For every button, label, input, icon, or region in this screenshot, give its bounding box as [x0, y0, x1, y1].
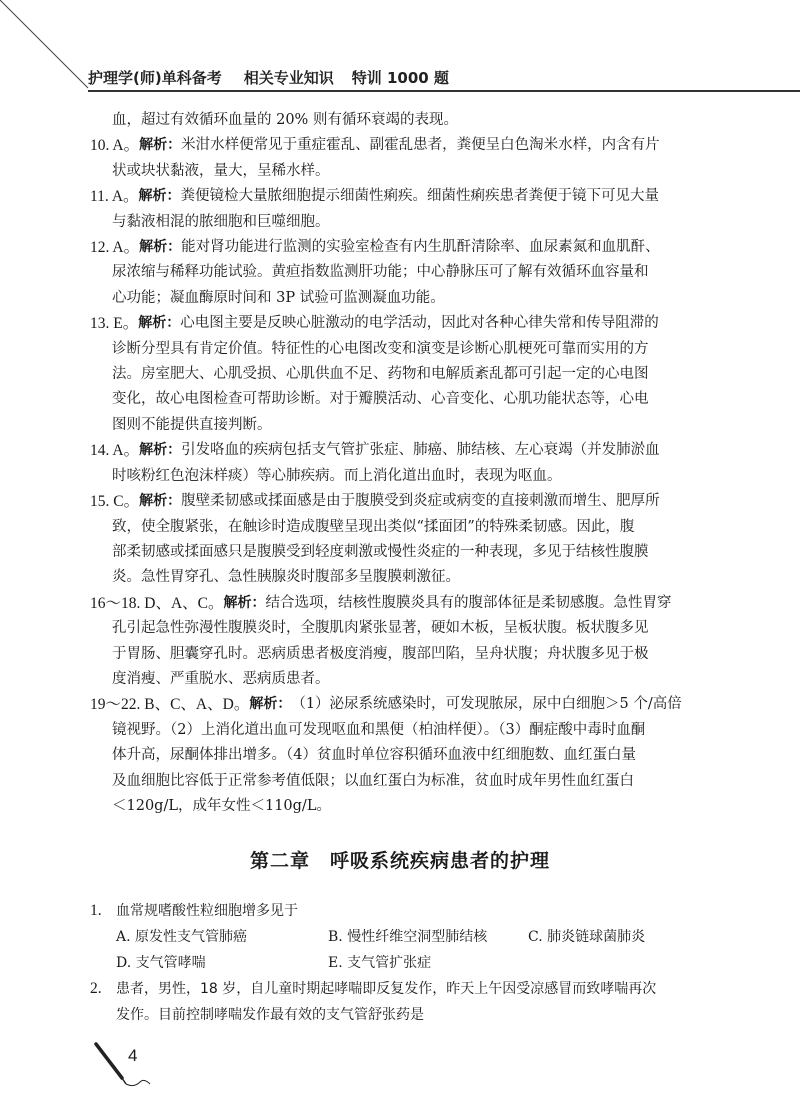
running-header	[88, 66, 800, 88]
entry-answer: 14. A。	[90, 442, 140, 460]
header-subtitle: 特训 1000 题	[351, 68, 449, 87]
entry-text: 米泔水样便常见于重症霍乱、副霍乱患者，粪便呈白色淘米水样，内含有片	[181, 137, 660, 154]
entry-text: 心电图主要是反映心脏激动的电学活动，因此对各种心律失常和传导阻滞的	[180, 315, 659, 332]
answer-option: A. 原发性支气管肺癌	[116, 929, 248, 945]
section-title: 相关专业知识	[243, 68, 334, 87]
entry-label: 解析：	[223, 594, 266, 611]
entry-label: 解析：	[249, 696, 292, 713]
entry-text-line: 孔引起急性弥漫性腹膜炎时，全腹肌肉紧张显著，硬如木板，呈板状腹。板状腹多见	[112, 620, 649, 637]
entry-answer: 19～22. B、C、A、D。	[90, 696, 250, 714]
entry-text: 结合选项，结核性腹膜炎具有的腹部体征是柔韧感腹。急性胃穿	[265, 594, 672, 611]
question-list	[90, 898, 710, 1028]
entry-label: 解析：	[139, 493, 182, 510]
entry-answer: 10. A。	[90, 137, 140, 155]
entry-answer: 16～18. D、A、C。	[90, 594, 224, 612]
book-title: 护理学(师)单科备考	[88, 68, 222, 87]
entry-text-line: 状或块状黏液，量大，呈稀水样。	[112, 162, 330, 179]
entry-label: 解析：	[139, 137, 182, 154]
entry-text-line: 尿浓缩与稀释功能试验。黄疸指数监测肝功能；中心静脉压可了解有效循环血容量和	[112, 264, 649, 281]
explanation-entry	[90, 184, 710, 235]
entry-text-line: 图则不能提供直接判断。	[112, 416, 272, 433]
entry-text-line: 心功能；凝血酶原时间和 3P 试验可监测凝血功能。	[112, 289, 445, 306]
entry-text: 引发咯血的疾病包括支气管扩张症、肺癌、肺结核、左心衰竭（并发肺淤血	[181, 442, 660, 459]
answer-option: D. 支气管哮喘	[116, 955, 206, 971]
question-text: 血常规嗜酸性粒细胞增多见于	[116, 903, 298, 919]
entry-text-line: 炎。急性胃穿孔、急性胰腺炎时腹部多呈腹膜刺激征。	[112, 569, 460, 586]
entry-text-line: 变化，故心电图检查可帮助诊断。对于瓣膜活动、心音变化、心肌功能状态等，心电	[112, 391, 649, 408]
entry-text-line: 法。房室肥大、心肌受损、心肌供血不足、药物和电解质紊乱都可引起一定的心电图	[112, 366, 649, 383]
answer-option: C. 肺炎链球菌肺炎	[528, 929, 646, 945]
entry-text-line: 镜视野。（2）上消化道出血可发现呕血和黑便（柏油样便）。（3）酮症酸中毒时血酮	[112, 721, 646, 738]
entry-text-line: 体升高，尿酮体排出增多。（4）贫血时单位容积循环血液中红细胞数、血红蛋白量	[112, 747, 636, 764]
entry-text: 粪便镜检大量脓细胞提示细菌性痢疾。细菌性痢疾患者粪便于镜下可见大量	[180, 188, 660, 205]
entry-text: 能对肾功能进行监测的实验室检查有内生肌酐清除率、血尿素氮和血肌酐、	[181, 239, 660, 256]
explanation-entry	[90, 692, 710, 819]
entry-label: 解析：	[139, 239, 182, 256]
answer-option: B. 慢性纤维空洞型肺结核	[328, 929, 488, 945]
entry-label: 解析：	[139, 442, 182, 459]
entry-list	[90, 133, 710, 819]
entry-text-line: 部柔韧感或揉面感只是腹膜受到轻度刺激或慢性炎症的一种表现，多见于结核性腹膜	[112, 543, 649, 560]
question-number: 2.	[90, 980, 102, 997]
explanation-entry	[90, 311, 710, 438]
question-item	[90, 976, 710, 1028]
entry-text-line: 及血细胞比容低于正常参考值低限；以血红蛋白为标准，贫血时成年男性血红蛋白	[112, 772, 634, 789]
entry-text-line: 与黏液相混的脓细胞和巨噬细胞。	[112, 213, 330, 230]
entry-text-line: 诊断分型具有肯定价值。特征性的心电图改变和演变是诊断心肌梗死可靠而实用的方	[112, 340, 649, 357]
answer-explanations	[90, 108, 710, 819]
corner-decoration	[0, 0, 120, 120]
explanation-entry	[90, 133, 710, 184]
question-text: 患者，男性，18 岁，自儿童时期起哮喘即反复发作，昨天上午因受凉感冒而致哮喘再次	[116, 981, 657, 997]
question-item	[90, 898, 710, 976]
entry-text-line: ＜120g/L，成年女性＜110g/L。	[112, 797, 331, 814]
entry-answer: 15. C。	[90, 493, 140, 511]
explanation-entry	[90, 591, 710, 693]
entry-text: 腹壁柔韧感或揉面感是由于腹膜受到炎症或病变的直接刺激而增生、肥厚所	[181, 493, 660, 510]
entry-text-line: 于胃肠、胆囊穿孔时。恶病质患者极度消瘦，腹部凹陷，呈舟状腹；舟状腹多见于极	[112, 645, 649, 662]
pen-icon	[92, 1040, 162, 1090]
entry-label: 解析：	[138, 188, 181, 205]
explanation-entry	[90, 489, 710, 591]
question-text: 发作。目前控制哮喘发作最有效的支气管舒张药是	[116, 1007, 424, 1023]
entry-text-line: 度消瘦、严重脱水、恶病质患者。	[112, 670, 330, 687]
header-rule	[88, 90, 800, 92]
intro-line: 血，超过有效循环血量的 20% 则有循环衰竭的表现。	[112, 112, 458, 128]
option-list	[90, 924, 710, 976]
entry-text-line: 时咳粉红色泡沫样痰）等心肺疾病。而上消化道出血时，表现为呕血。	[112, 467, 562, 484]
entry-label: 解析：	[138, 315, 181, 332]
entry-answer: 12. A。	[90, 239, 140, 257]
explanation-entry	[90, 235, 710, 311]
entry-text: （1）泌尿系统感染时，可发现脓尿，尿中白细胞＞5 个/高倍	[291, 696, 682, 713]
chapter-title: 第二章 呼吸系统疾病患者的护理	[249, 850, 550, 872]
page-number: 4	[128, 1046, 138, 1065]
entry-answer: 13. E。	[90, 315, 139, 333]
question-indent	[90, 1002, 116, 1028]
question-number: 1.	[90, 902, 102, 919]
entry-text-line: 致，使全腹紧张，在触诊时造成腹壁呈现出类似“揉面团”的特殊柔韧感。因此，腹	[112, 518, 635, 535]
answer-option: E. 支气管扩张症	[328, 955, 432, 971]
explanation-entry	[90, 438, 710, 489]
entry-answer: 11. A。	[90, 188, 139, 206]
